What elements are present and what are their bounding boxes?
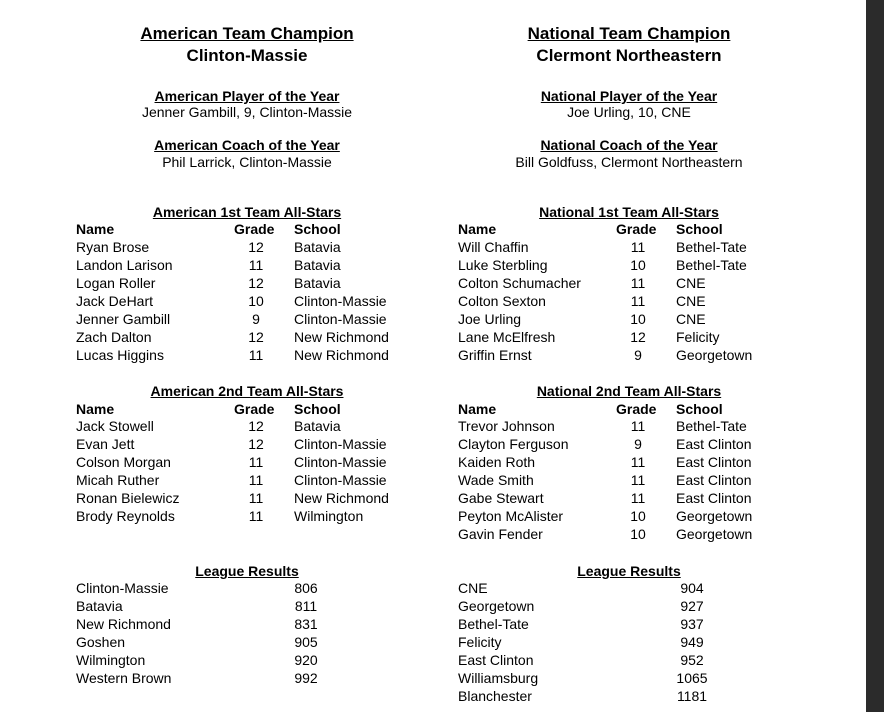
column-header-school: School [676, 221, 723, 237]
table-row [436, 472, 866, 490]
table-row [436, 347, 866, 365]
table-row [0, 472, 430, 490]
player-grade: 11 [630, 454, 646, 470]
team-name: Wilmington [76, 652, 146, 668]
player-grade: 11 [248, 347, 264, 363]
team-name: East Clinton [458, 652, 534, 668]
player-school: Bethel-Tate [676, 239, 747, 255]
player-name: Peyton McAlister [458, 508, 564, 524]
league-result-row [0, 616, 430, 634]
american-first-team-header [0, 221, 420, 239]
player-school: New Richmond [294, 347, 389, 363]
player-name: Jenner Gambill [76, 311, 171, 327]
national-coach-title: National Coach of the Year [540, 137, 718, 153]
league-result-row [436, 652, 866, 670]
team-score: 831 [294, 616, 318, 632]
player-grade: 10 [630, 508, 646, 524]
player-name: Brody Reynolds [76, 508, 175, 524]
player-school: CNE [676, 275, 706, 291]
national-player-value: Joe Urling, 10, CNE [567, 104, 691, 120]
player-name: Colton Schumacher [458, 275, 581, 291]
player-name: Logan Roller [76, 275, 156, 291]
player-grade: 12 [248, 418, 264, 434]
player-grade: 10 [248, 293, 264, 309]
table-row [0, 239, 430, 257]
player-name: Gabe Stewart [458, 490, 544, 506]
player-name: Griffin Ernst [458, 347, 532, 363]
table-row [436, 275, 866, 293]
column-header-name: Name [76, 401, 115, 417]
page-edge-border [866, 0, 884, 712]
player-school: Clinton-Massie [294, 454, 387, 470]
league-result-row [436, 616, 866, 634]
player-name: Colton Sexton [458, 293, 546, 309]
player-name: Landon Larison [76, 257, 173, 273]
table-row [0, 490, 430, 508]
table-row [0, 454, 430, 472]
national-coach-value: Bill Goldfuss, Clermont Northeastern [515, 154, 743, 170]
player-name: Ryan Brose [76, 239, 150, 255]
team-score: 920 [294, 652, 318, 668]
table-row [0, 257, 430, 275]
team-name: Bethel-Tate [458, 616, 529, 632]
american-first-team-title: American 1st Team All-Stars [152, 204, 342, 220]
team-name: Felicity [458, 634, 502, 650]
column-header-grade: Grade [234, 221, 275, 237]
player-grade: 11 [248, 454, 264, 470]
player-name: Lane McElfresh [458, 329, 556, 345]
player-name: Will Chaffin [458, 239, 529, 255]
table-row [0, 418, 430, 436]
player-name: Ronan Bielewicz [76, 490, 180, 506]
player-name: Trevor Johnson [458, 418, 555, 434]
team-name: Goshen [76, 634, 126, 650]
column-header-school: School [294, 221, 341, 237]
player-name: Evan Jett [76, 436, 135, 452]
player-grade: 11 [248, 472, 264, 488]
player-grade: 12 [248, 275, 264, 291]
league-result-row [436, 580, 866, 598]
table-row [436, 418, 866, 436]
player-school: CNE [676, 311, 706, 327]
player-grade: 10 [630, 526, 646, 542]
player-name: Clayton Ferguson [458, 436, 569, 452]
table-row [436, 454, 866, 472]
player-grade: 9 [634, 436, 642, 452]
player-school: Bethel-Tate [676, 257, 747, 273]
national-player-title: National Player of the Year [540, 88, 718, 104]
player-name: Colson Morgan [76, 454, 171, 470]
team-name: Western Brown [76, 670, 172, 686]
table-row [436, 329, 866, 347]
table-row [0, 329, 430, 347]
american-second-team-header [0, 401, 420, 419]
team-score: 905 [294, 634, 318, 650]
table-row [436, 508, 866, 526]
table-row [0, 275, 430, 293]
player-school: East Clinton [676, 472, 752, 488]
team-name: New Richmond [76, 616, 171, 632]
player-school: New Richmond [294, 329, 389, 345]
team-score: 949 [680, 634, 704, 650]
player-name: Wade Smith [458, 472, 534, 488]
national-second-team-title: National 2nd Team All-Stars [536, 383, 722, 399]
player-grade: 11 [248, 508, 264, 524]
table-row [436, 293, 866, 311]
national-first-team-header [436, 221, 866, 239]
player-grade: 9 [634, 347, 642, 363]
team-score: 1181 [676, 688, 708, 704]
team-name: Blanchester [458, 688, 532, 704]
player-name: Luke Sterbling [458, 257, 548, 273]
player-school: East Clinton [676, 454, 752, 470]
american-player-value: Jenner Gambill, 9, Clinton-Massie [141, 104, 353, 120]
column-header-grade: Grade [234, 401, 275, 417]
player-name: Jack Stowell [76, 418, 154, 434]
player-name: Micah Ruther [76, 472, 160, 488]
league-result-row [0, 598, 430, 616]
column-header-name: Name [458, 221, 497, 237]
american-second-team-title: American 2nd Team All-Stars [150, 383, 344, 399]
national-first-team-title: National 1st Team All-Stars [539, 204, 719, 220]
american-coach-title: American Coach of the Year [154, 137, 340, 153]
player-name: Joe Urling [458, 311, 522, 327]
table-row [436, 239, 866, 257]
national-second-team-header [436, 401, 866, 419]
player-grade: 12 [248, 329, 264, 345]
team-name: Clinton-Massie [76, 580, 169, 596]
player-school: Batavia [294, 418, 341, 434]
column-header-name: Name [458, 401, 497, 417]
league-result-row [436, 598, 866, 616]
player-grade: 12 [248, 436, 264, 452]
player-school: Clinton-Massie [294, 293, 387, 309]
table-row [0, 293, 430, 311]
player-grade: 12 [630, 329, 646, 345]
player-school: Georgetown [676, 347, 753, 363]
player-school: Batavia [294, 239, 341, 255]
column-header-grade: Grade [616, 401, 657, 417]
national-champion-name: Clermont Northeastern [536, 46, 722, 65]
league-result-row [0, 670, 430, 688]
player-name: Lucas Higgins [76, 347, 164, 363]
player-grade: 11 [630, 490, 646, 506]
player-grade: 11 [630, 293, 646, 309]
player-school: Clinton-Massie [294, 311, 387, 327]
table-row [436, 490, 866, 508]
player-grade: 11 [248, 490, 264, 506]
team-name: Batavia [76, 598, 123, 614]
team-score: 811 [294, 598, 318, 614]
player-grade: 11 [630, 472, 646, 488]
american-coach-value: Phil Larrick, Clinton-Massie [162, 154, 332, 170]
player-grade: 10 [630, 311, 646, 327]
table-row [0, 311, 430, 329]
team-score: 806 [294, 580, 318, 596]
team-score: 937 [680, 616, 704, 632]
league-result-row [0, 634, 430, 652]
team-score: 1065 [676, 670, 708, 686]
player-school: Batavia [294, 275, 341, 291]
player-grade: 11 [630, 275, 646, 291]
league-result-row [436, 670, 866, 688]
player-school: Felicity [676, 329, 720, 345]
column-header-grade: Grade [616, 221, 657, 237]
national-league-results-title: League Results [577, 563, 681, 579]
player-school: Bethel-Tate [676, 418, 747, 434]
team-score: 927 [680, 598, 704, 614]
league-result-row [0, 652, 430, 670]
league-result-row [436, 688, 866, 706]
player-name: Gavin Fender [458, 526, 543, 542]
player-grade: 11 [630, 239, 646, 255]
team-score: 952 [680, 652, 704, 668]
player-school: East Clinton [676, 490, 752, 506]
league-result-row [436, 634, 866, 652]
table-row [0, 347, 430, 365]
american-player-title: American Player of the Year [154, 88, 340, 104]
team-name: CNE [458, 580, 488, 596]
national-champion-title: National Team Champion [527, 24, 731, 43]
table-row [0, 508, 430, 526]
player-school: Clinton-Massie [294, 472, 387, 488]
column-header-school: School [294, 401, 341, 417]
column-header-school: School [676, 401, 723, 417]
player-school: CNE [676, 293, 706, 309]
player-school: Georgetown [676, 508, 753, 524]
column-header-name: Name [76, 221, 115, 237]
table-row [436, 311, 866, 329]
player-grade: 10 [630, 257, 646, 273]
player-grade: 12 [248, 239, 264, 255]
league-result-row [0, 580, 430, 598]
player-grade: 9 [252, 311, 260, 327]
player-school: Georgetown [676, 526, 753, 542]
player-school: East Clinton [676, 436, 752, 452]
player-school: New Richmond [294, 490, 389, 506]
table-row [0, 436, 430, 454]
player-school: Clinton-Massie [294, 436, 387, 452]
american-champion-title: American Team Champion [140, 24, 354, 43]
american-league-results-title: League Results [195, 563, 299, 579]
player-name: Zach Dalton [76, 329, 152, 345]
team-name: Williamsburg [458, 670, 539, 686]
table-row [436, 257, 866, 275]
team-score: 904 [680, 580, 704, 596]
team-name: Georgetown [458, 598, 535, 614]
player-school: Wilmington [294, 508, 364, 524]
player-school: Batavia [294, 257, 341, 273]
player-name: Jack DeHart [76, 293, 154, 309]
table-row [436, 436, 866, 454]
table-row [436, 526, 866, 544]
player-grade: 11 [248, 257, 264, 273]
team-score: 992 [294, 670, 318, 686]
player-name: Kaiden Roth [458, 454, 536, 470]
player-grade: 11 [630, 418, 646, 434]
american-champion-name: Clinton-Massie [186, 46, 308, 65]
